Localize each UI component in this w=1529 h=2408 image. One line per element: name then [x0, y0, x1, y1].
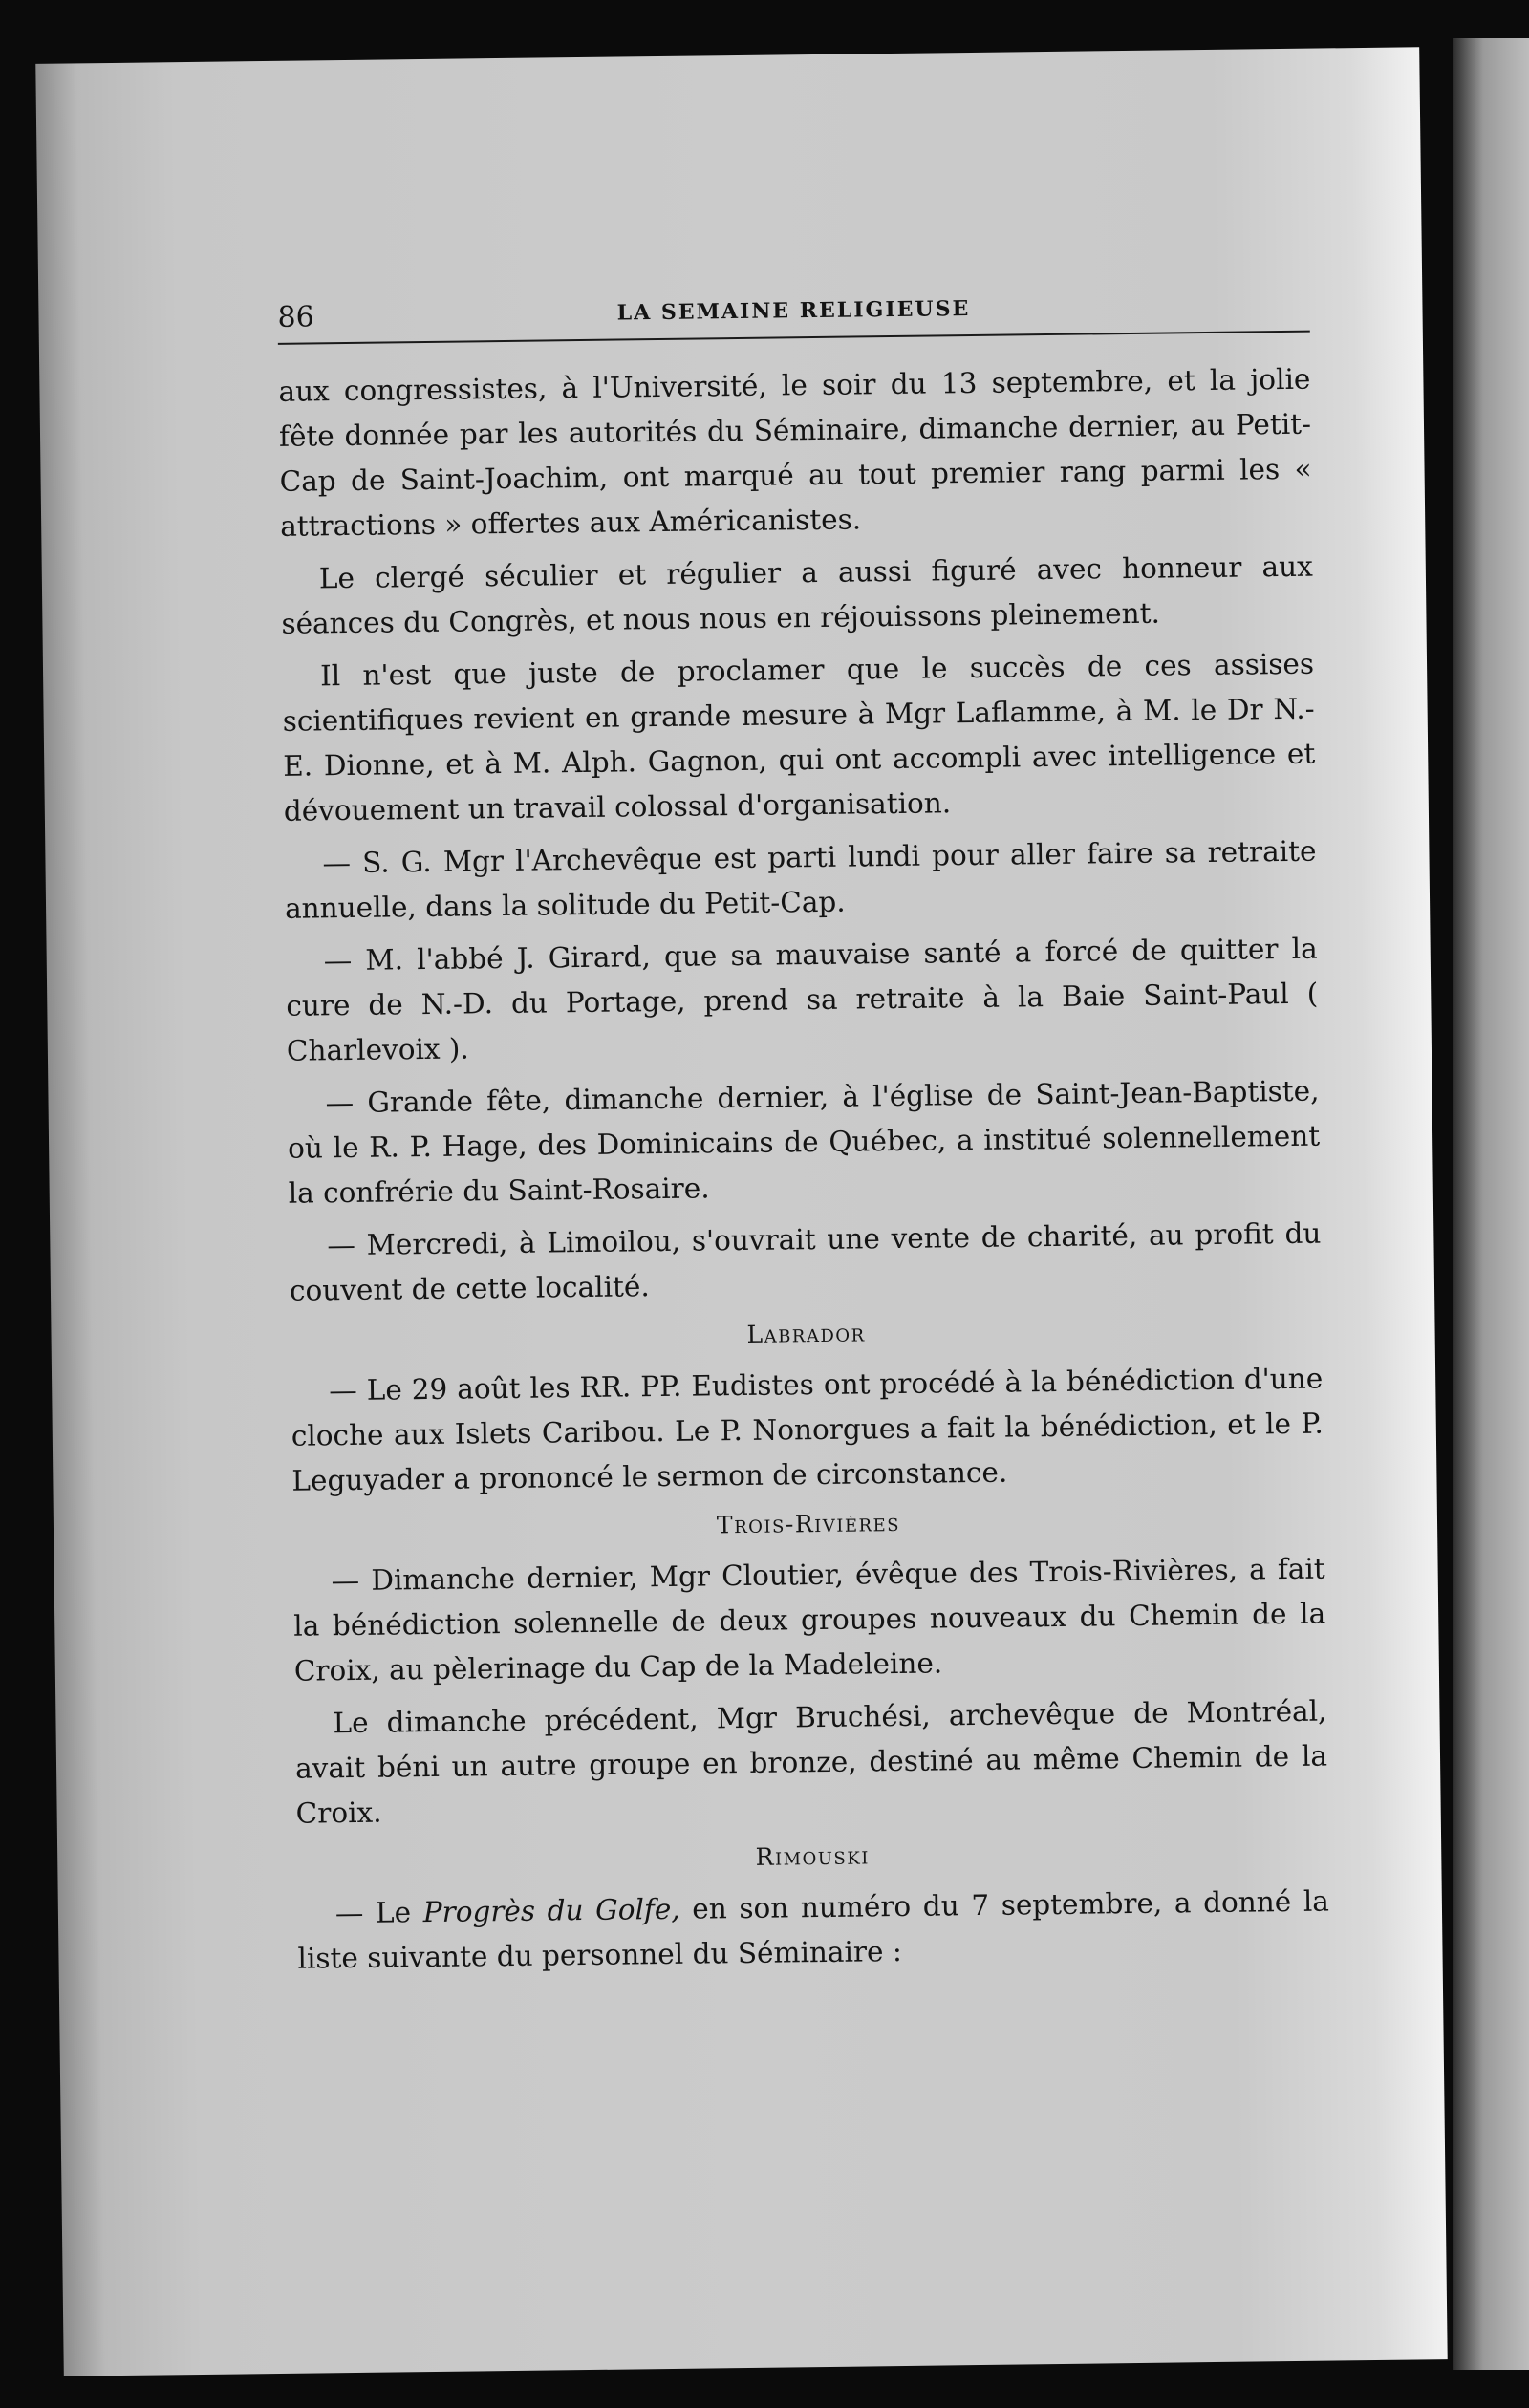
paragraph-8: — Le 29 août les RR. PP. Eudistes ont procédé à la bénédiction d'une cloche aux Islets Caribou. Le P. Nonorgues a fait la bénédiction, et le P. Leguyader a prononcé le sermon de circonstance.: [291, 1362, 1324, 1497]
section-heading-labrador: Labrador: [746, 1319, 866, 1348]
running-title: LA SEMAINE RELIGIEUSE: [616, 296, 971, 326]
book-page: [35, 47, 1447, 2376]
paragraph-9: — Dimanche dernier, Mgr Cloutier, évêque des Trois-Rivières, a fait la bénédiction solennelle de deux groupes nouveaux du Chemin de la Croix, au pèlerinage du Cap de la Madeleine.: [293, 1552, 1326, 1688]
paragraph-3: Il n'est que juste de proclamer que le succès de ces assises scientifiques revient en grande mesure à Mgr Laflamme, à M. le Dr N.-E. Dionne, et à M. Alph. Gagnon, qui ont accompli avec intelligence et dévouement un travail colossal d'organisation.: [282, 647, 1316, 828]
paragraph-5: — M. l'abbé J. Girard, que sa mauvaise santé a forcé de quitter la cure de N.-D. du Portage, prend sa retraite à la Baie Saint-Paul ( Charlevoix ).: [286, 932, 1319, 1067]
section-heading-rimouski: Rimouski: [755, 1841, 871, 1871]
paragraph-6: — Grande fête, dimanche dernier, à l'église de Saint-Jean-Baptiste, où le R. P. Hage, des Dominicains de Québec, a institué solennellement la confrérie du Saint-Rosaire.: [287, 1074, 1321, 1210]
page-header: [277, 283, 1310, 345]
paragraph-10: Le dimanche précédent, Mgr Bruchési, archevêque de Montréal, avait béni un autre groupe en bronze, destiné au même Chemin de la Croix.: [294, 1694, 1328, 1830]
paragraph-1: aux congressistes, à l'Université, le soir du 13 septembre, et la jolie fête donnée par les autorités du Séminaire, dimanche dernier, au Petit-Cap de Saint-Joachim, ont marqué au tout premier rang parmi les « attractions » offertes aux Américanistes.: [278, 362, 1312, 543]
page-number: 86: [277, 300, 314, 334]
paragraph-7: — Mercredi, à Limoilou, s'ouvrait une vente de charité, au profit du couvent de cette localité.: [289, 1216, 1322, 1307]
newspaper-title: Progrès du Golfe,: [422, 1892, 680, 1929]
paragraph-4: — S. G. Mgr l'Archevêque est parti lundi pour aller faire sa retraite annuelle, dans la solitude du Petit-Cap.: [284, 834, 1317, 925]
page-content: [277, 283, 1330, 1989]
section-heading-trois-rivieres: Trois-Rivières: [716, 1508, 901, 1539]
paragraph-11-end: en son numéro du 7 septembre, a donné la liste suivante du personnel du Séminaire :: [297, 1884, 1330, 1975]
adjacent-page-edge: [1453, 38, 1529, 2370]
paragraph-11: [297, 1880, 1330, 1982]
paragraph-2: Le clergé séculier et régulier a aussi figuré avec honneur aux séances du Congrès, et nous nous en réjouissons pleinement.: [281, 549, 1314, 640]
paragraph-11-start: — Le: [334, 1896, 423, 1930]
